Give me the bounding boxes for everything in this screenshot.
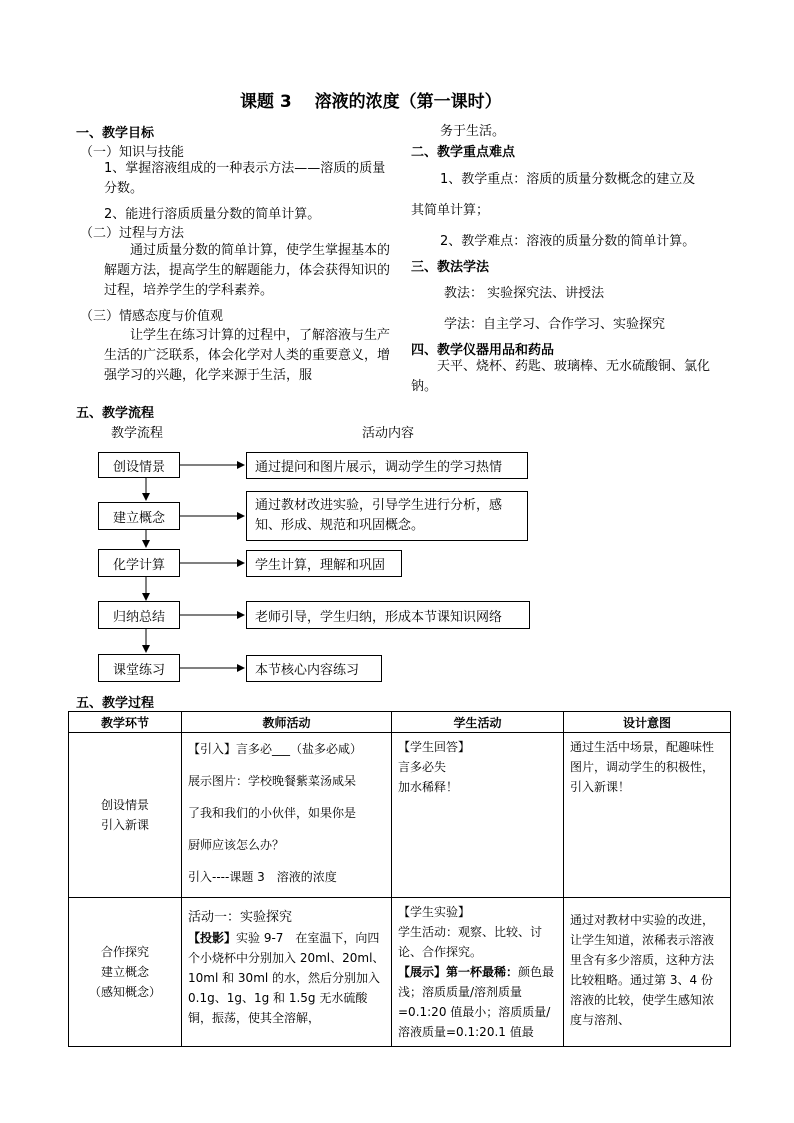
row1-stage-line2: 引入新课: [100, 818, 149, 832]
flow-activity-box-5: 本节核心内容练习: [246, 655, 382, 682]
materials-text: 天平、烧杯、药匙、玻璃棒、无水硫酸铜、氯化钠。: [411, 359, 711, 394]
flow-stage-box-5: 课堂练习: [98, 654, 180, 682]
process-table: [68, 711, 731, 1047]
flow-activity-box-4: 老师引导，学生归纳，形成本节课知识网络: [246, 601, 530, 629]
section-objectives-heading: 一、教学目标: [76, 126, 155, 141]
subsection-knowledge-heading: （一）知识与技能: [80, 145, 185, 160]
row2-stage: [69, 898, 182, 1047]
process-method-text: 通过质量分数的简单计算，使学生掌握基本的解题方法，提高学生的解题能力，体会获得知识的过程，培养学生的学科素养。: [104, 243, 391, 298]
row2-student: [392, 898, 564, 1047]
row2-teacher-line1: 活动一：实验探究: [188, 910, 293, 925]
table-row: [69, 898, 731, 1047]
header-stage: 教学环节: [69, 712, 182, 733]
row1-teacher-line5: 引入----课题 3 溶液的浓度: [188, 870, 337, 884]
row2-intent: 通过对教材中实验的改进，让学生知道，浓稀表示溶液里含有多少溶质，这种方法比较粗略。通过第 3、4 份溶液的比较，使学生感知浓度与溶剂、: [564, 898, 731, 1047]
header-student: 学生活动: [392, 712, 564, 733]
section-flow-heading: 五、教学流程: [76, 406, 155, 421]
flow-column-right-label: 活动内容: [362, 426, 415, 441]
section-methods-heading: 三、教法学法: [411, 260, 490, 275]
row1-teacher-line1: 【引入】言多必___（盐多必咸）: [188, 742, 363, 756]
flow-stage-box-2: 建立概念: [98, 502, 180, 530]
row2-stage-line1: 合作探究: [100, 945, 149, 959]
flow-stage-box-3: 化学计算: [98, 549, 180, 577]
row2-teacher-tag: 【投影】: [188, 931, 237, 945]
knowledge-item-2: 2、能进行溶质质量分数的简单计算。: [104, 207, 321, 222]
header-intent: 设计意图: [564, 712, 731, 733]
flow-column-left-label: 教学流程: [111, 426, 164, 441]
table-header-row: [69, 712, 731, 733]
row2-teacher-text: 实验 9-7 在室温下，向四个小烧杯中分别加入 20ml、20ml、10ml 和 30ml 的水，然后分别加入 0.1g、1g、1g 和 1.5g 无水硫酸铜，振荡，使其全溶解，: [188, 931, 385, 1025]
row2-stage-line2: 建立概念: [100, 965, 149, 979]
section-process-heading: 五、教学过程: [76, 696, 155, 711]
row2-student-line1: 【学生实验】: [398, 905, 471, 919]
section-materials-heading: 四、教学仪器用品和药品: [411, 343, 555, 358]
row2-teacher: [182, 898, 392, 1047]
row2-student-line2: 学生活动：观察、比较、讨论、合作探究。: [398, 925, 543, 959]
row2-student-text: 颜色最浅；溶质质量/溶剂质量=0.1:20 值最小；溶质质量/溶液质量=0.1:20.1 值最: [398, 965, 555, 1039]
row2-stage-line3: （感知概念）: [88, 985, 161, 999]
table-row: [69, 733, 731, 898]
learning-method: 学法：自主学习、合作学习、实验探究: [444, 317, 666, 332]
flow-activity-box-2: 通过教材改进实验，引导学生进行分析，感知、形成、规范和巩固概念。: [246, 491, 528, 541]
keypoint-2: 2、教学难点：溶液的质量分数的简单计算。: [440, 234, 696, 249]
row1-teacher-line2: 展示图片：学校晚餐紫菜汤咸呆: [188, 774, 357, 788]
page-title: 课题 3 溶液的浓度（第一课时）: [240, 92, 502, 112]
flow-stage-box-4: 归纳总结: [98, 601, 180, 629]
flow-activity-box-3: 学生计算，理解和巩固: [246, 550, 402, 577]
row1-teacher: [182, 733, 392, 898]
row1-stage: [69, 733, 182, 898]
section-keypoints-heading: 二、教学重点难点: [411, 145, 516, 160]
teaching-method: 教法： 实验探究法、讲授法: [444, 286, 605, 301]
row1-student-line3: 加水稀释！: [398, 780, 459, 794]
row1-teacher-line3: 了我和我们的小伙伴，如果你是: [188, 806, 357, 820]
keypoint-1-line1: 1、教学重点：溶质的质量分数概念的建立及: [440, 172, 696, 187]
attitude-text: 让学生在练习计算的过程中，了解溶液与生产生活的广泛联系，体会化学对人类的重要意义，增强学习的兴趣，化学来源于生活，服: [104, 328, 391, 383]
row1-student-line1: 【学生回答】: [398, 740, 471, 754]
flow-stage-box-1: 创设情景: [98, 452, 180, 478]
keypoint-1-line2: 其简单计算；: [411, 203, 490, 218]
row2-student-tag: 【展示】第一杯最稀：: [398, 965, 519, 979]
subsection-attitude-heading: （三）情感态度与价值观: [80, 309, 224, 324]
row1-stage-line1: 创设情景: [100, 798, 149, 812]
row1-student: [392, 733, 564, 898]
row1-teacher-line4: 厨师应该怎么办？: [188, 838, 285, 852]
subsection-process-heading: （二）过程与方法: [80, 226, 185, 241]
row1-student-line2: 言多必失: [398, 760, 447, 774]
header-teacher: 教师活动: [182, 712, 392, 733]
row1-intent: 通过生活中场景，配趣味性图片，调动学生的积极性，引入新课！: [564, 733, 731, 898]
attitude-text-continued: 务于生活。: [440, 124, 506, 139]
flow-activity-box-1: 通过提问和图片展示，调动学生的学习热情: [246, 452, 528, 479]
knowledge-item-1: 1、掌握溶液组成的一种表示方法——溶质的质量分数。: [104, 161, 386, 196]
